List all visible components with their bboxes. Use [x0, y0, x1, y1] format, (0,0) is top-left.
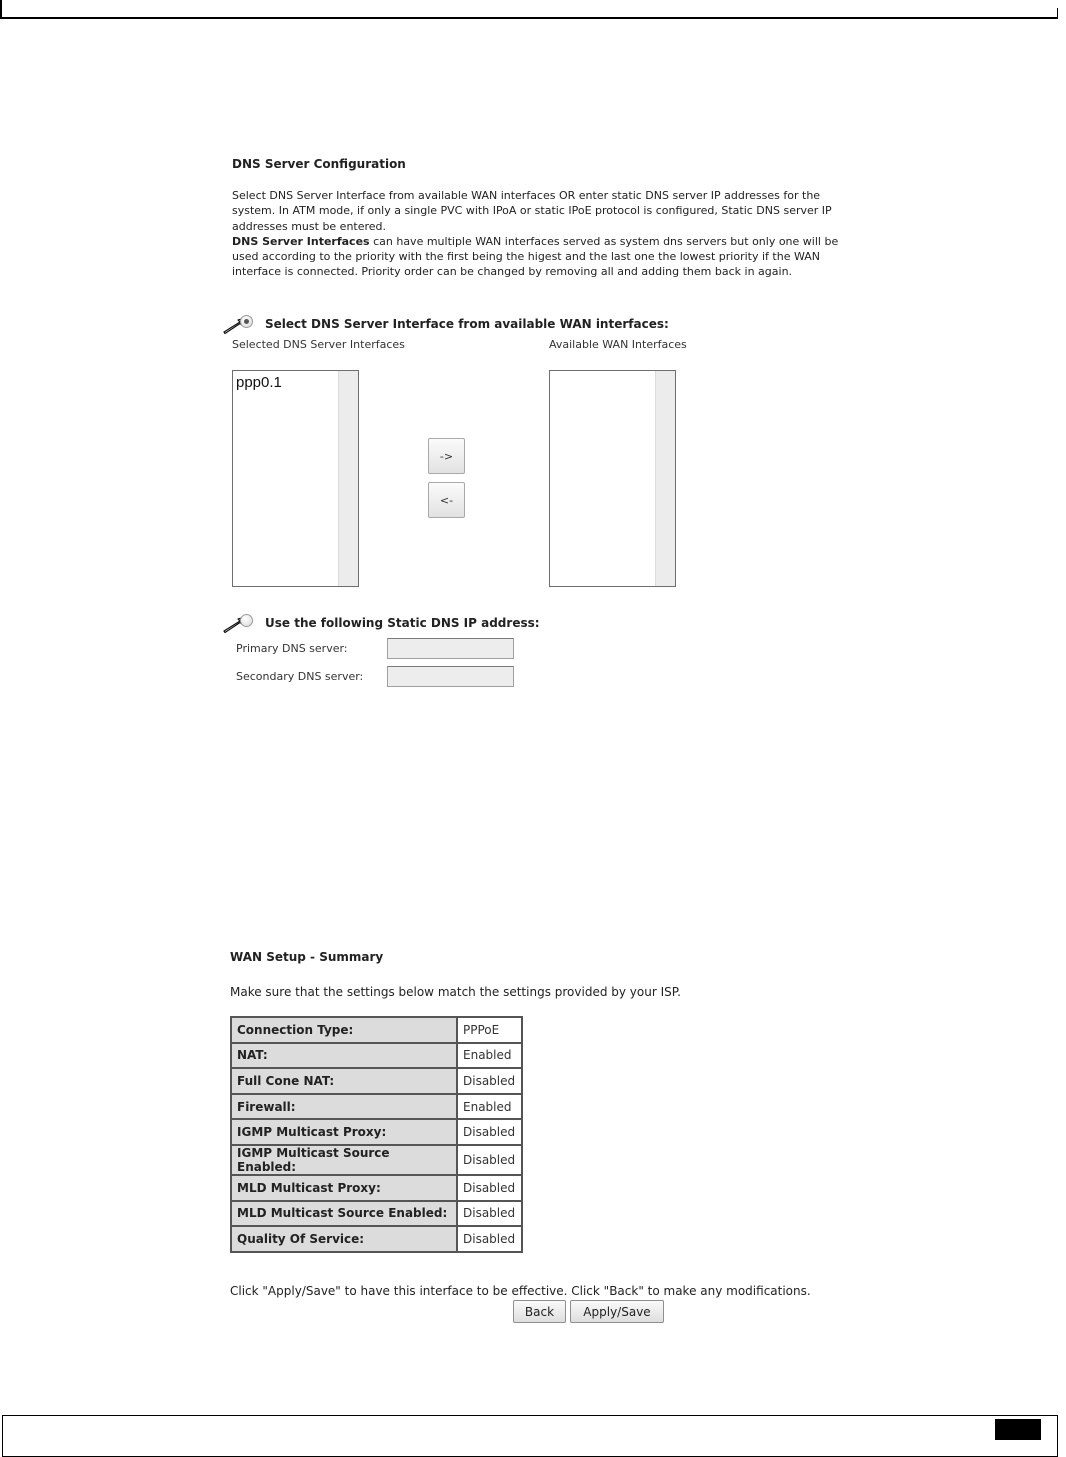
table-row — [231, 1068, 522, 1094]
desc-line-3: addresses must be entered. — [232, 219, 387, 233]
primary-dns-input[interactable] — [387, 638, 514, 659]
table-row — [231, 1175, 522, 1201]
row-value: Disabled — [457, 1119, 522, 1145]
available-interfaces-listbox[interactable] — [549, 370, 676, 587]
row-key: Connection Type: — [231, 1017, 457, 1043]
available-interfaces-label: Available WAN Interfaces — [549, 338, 687, 351]
row-key: Full Cone NAT: — [231, 1068, 457, 1094]
scrollbar[interactable] — [655, 371, 675, 586]
wan-summary-title: WAN Setup - Summary — [230, 950, 384, 964]
row-key: Quality Of Service: — [231, 1226, 457, 1252]
static-dns-radio-label: Use the following Static DNS IP address: — [265, 616, 540, 630]
desc-line-6: interface is connected. Priority order can be changed by removing all and adding them back in again. — [232, 265, 793, 279]
row-value: PPPoE — [457, 1017, 522, 1043]
row-key: MLD Multicast Source Enabled: — [231, 1201, 457, 1227]
selected-interfaces-listbox[interactable] — [232, 370, 359, 587]
row-key: IGMP Multicast Proxy: — [231, 1119, 457, 1145]
option-interface-row — [222, 314, 669, 334]
row-value: Enabled — [457, 1094, 522, 1120]
back-button[interactable]: Back — [513, 1300, 566, 1323]
row-value: Disabled — [457, 1068, 522, 1094]
table-row — [231, 1017, 522, 1043]
option-static-row — [222, 613, 540, 633]
dns-interface-radio-label: Select DNS Server Interface from available WAN interfaces: — [265, 317, 669, 331]
desc-line-2: system. In ATM mode, if only a single PVC with IPoA or static IPoE protocol is configured, Static DNS server IP — [232, 204, 832, 218]
table-row — [231, 1094, 522, 1120]
list-item[interactable]: ppp0.1 — [236, 374, 282, 391]
page-top-rule-left — [0, 0, 2, 18]
move-right-button[interactable]: -> — [428, 438, 465, 474]
scrollbar[interactable] — [338, 371, 358, 586]
table-row — [231, 1043, 522, 1069]
secondary-dns-input[interactable] — [387, 666, 514, 687]
table-row — [231, 1226, 522, 1252]
row-key: NAT: — [231, 1043, 457, 1069]
table-row — [231, 1201, 522, 1227]
row-key: Firewall: — [231, 1094, 457, 1120]
row-value: Enabled — [457, 1043, 522, 1069]
static-dns-radio[interactable] — [240, 614, 253, 627]
desc-line-4 — [232, 234, 882, 249]
row-key: MLD Multicast Proxy: — [231, 1175, 457, 1201]
dns-config-title: DNS Server Configuration — [232, 157, 406, 171]
table-row — [231, 1145, 522, 1175]
row-value: Disabled — [457, 1226, 522, 1252]
wan-summary-intro: Make sure that the settings below match the settings provided by your ISP. — [230, 985, 681, 999]
move-left-button[interactable]: <- — [428, 482, 465, 518]
row-value: Disabled — [457, 1201, 522, 1227]
row-value: Disabled — [457, 1175, 522, 1201]
dns-config-description — [232, 188, 882, 280]
page-top-rule-right — [1057, 8, 1058, 19]
dns-interfaces-term: DNS Server Interfaces — [232, 234, 370, 248]
table-row — [231, 1119, 522, 1145]
secondary-dns-label: Secondary DNS server: — [236, 670, 364, 683]
desc-line-4-text: can have multiple WAN interfaces served as system dns servers but only one will be — [369, 234, 839, 248]
row-value: Disabled — [457, 1145, 522, 1175]
wan-summary-table — [230, 1016, 523, 1253]
apply-save-button[interactable]: Apply/Save — [570, 1300, 664, 1323]
dns-interface-radio[interactable] — [240, 315, 253, 328]
page-footer-box — [2, 1415, 1058, 1457]
desc-line-1: Select DNS Server Interface from available WAN interfaces OR enter static DNS server IP addresses for the — [232, 189, 821, 202]
selected-interfaces-label: Selected DNS Server Interfaces — [232, 338, 405, 351]
page-top-rule — [0, 17, 1058, 19]
page-number-tab — [995, 1419, 1041, 1440]
primary-dns-label: Primary DNS server: — [236, 642, 348, 655]
desc-line-5: used according to the priority with the first being the higest and the last one the lowest priority if the WAN — [232, 250, 820, 264]
apply-note: Click "Apply/Save" to have this interface to be effective. Click "Back" to make any modifications. — [230, 1284, 811, 1298]
row-key: IGMP Multicast Source Enabled: — [231, 1145, 457, 1175]
